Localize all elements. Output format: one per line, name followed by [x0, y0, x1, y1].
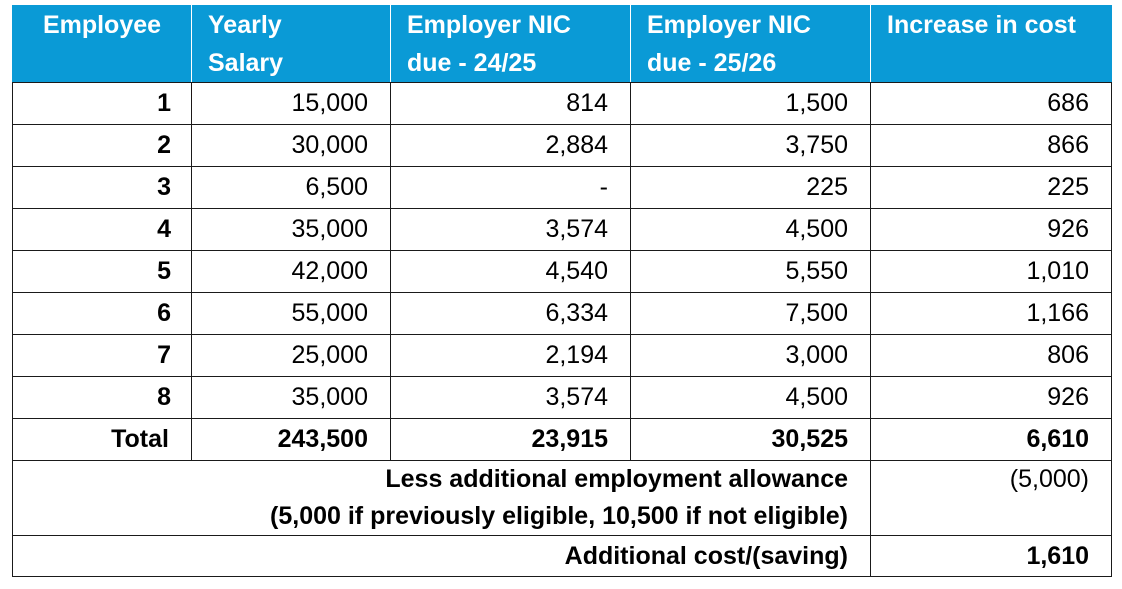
allowance-line2: (5,000 if previously eligible, 10,500 if not eligible) — [270, 502, 848, 530]
yearly-salary-cell: 42,000 — [192, 251, 391, 293]
additional-cost-value: 1,610 — [871, 536, 1112, 577]
employee-number: 7 — [13, 335, 192, 377]
employee-number: 3 — [13, 167, 192, 209]
header-nic-2425 — [391, 6, 631, 83]
nic-2526-cell: 225 — [631, 167, 871, 209]
header-nic-2425-line2: due - 24/25 — [407, 49, 537, 77]
header-yearly-salary-line2: Salary — [208, 49, 284, 77]
increase-cell: 926 — [871, 377, 1112, 419]
yearly-salary-cell: 15,000 — [192, 83, 391, 125]
employee-number: 2 — [13, 125, 192, 167]
header-nic-2526-line2: due - 25/26 — [647, 49, 777, 77]
header-employee: Employee — [13, 6, 192, 83]
header-nic-2425-line1: Employer NIC — [407, 11, 571, 39]
employee-number: 4 — [13, 209, 192, 251]
allowance-line1: Less additional employment allowance — [385, 465, 848, 493]
table-row — [13, 83, 1112, 125]
nic-2526-cell: 3,750 — [631, 125, 871, 167]
header-nic-2526-line1: Employer NIC — [647, 11, 811, 39]
nic-2526-cell: 4,500 — [631, 377, 871, 419]
total-row — [13, 419, 1112, 461]
table-row — [13, 377, 1112, 419]
nic-2425-cell: 3,574 — [391, 209, 631, 251]
nic-2425-cell: 6,334 — [391, 293, 631, 335]
increase-cell: 866 — [871, 125, 1112, 167]
header-yearly-salary-line1: Yearly — [208, 11, 282, 39]
employee-number: 6 — [13, 293, 192, 335]
table-row — [13, 167, 1112, 209]
header-increase-in-cost: Increase in cost — [871, 6, 1112, 83]
increase-cell: 926 — [871, 209, 1112, 251]
employee-number: 1 — [13, 83, 192, 125]
nic-cost-table-container — [12, 5, 1112, 577]
nic-2425-cell: 3,574 — [391, 377, 631, 419]
additional-cost-row — [13, 536, 1112, 577]
nic-2425-cell: 2,194 — [391, 335, 631, 377]
total-nic-2526: 30,525 — [631, 419, 871, 461]
allowance-description — [13, 461, 871, 536]
total-increase: 6,610 — [871, 419, 1112, 461]
yearly-salary-cell: 35,000 — [192, 377, 391, 419]
nic-2526-cell: 3,000 — [631, 335, 871, 377]
allowance-row — [13, 461, 1112, 536]
yearly-salary-cell: 25,000 — [192, 335, 391, 377]
table-row — [13, 125, 1112, 167]
total-salary: 243,500 — [192, 419, 391, 461]
employee-number: 8 — [13, 377, 192, 419]
allowance-value: (5,000) — [871, 461, 1112, 536]
nic-2425-cell: - — [391, 167, 631, 209]
yearly-salary-cell: 35,000 — [192, 209, 391, 251]
increase-cell: 1,010 — [871, 251, 1112, 293]
table-row — [13, 251, 1112, 293]
yearly-salary-cell: 6,500 — [192, 167, 391, 209]
table-row — [13, 293, 1112, 335]
nic-2526-cell: 1,500 — [631, 83, 871, 125]
nic-2425-cell: 2,884 — [391, 125, 631, 167]
nic-2526-cell: 7,500 — [631, 293, 871, 335]
header-yearly-salary — [192, 6, 391, 83]
additional-cost-label: Additional cost/(saving) — [13, 536, 871, 577]
table-row — [13, 209, 1112, 251]
total-nic-2425: 23,915 — [391, 419, 631, 461]
nic-2526-cell: 5,550 — [631, 251, 871, 293]
total-label: Total — [13, 419, 192, 461]
yearly-salary-cell: 30,000 — [192, 125, 391, 167]
nic-2425-cell: 814 — [391, 83, 631, 125]
nic-2425-cell: 4,540 — [391, 251, 631, 293]
header-nic-2526 — [631, 6, 871, 83]
increase-cell: 1,166 — [871, 293, 1112, 335]
yearly-salary-cell: 55,000 — [192, 293, 391, 335]
nic-2526-cell: 4,500 — [631, 209, 871, 251]
employee-number: 5 — [13, 251, 192, 293]
nic-cost-table — [12, 5, 1112, 577]
table-row — [13, 335, 1112, 377]
header-row — [13, 6, 1112, 83]
increase-cell: 225 — [871, 167, 1112, 209]
increase-cell: 806 — [871, 335, 1112, 377]
increase-cell: 686 — [871, 83, 1112, 125]
